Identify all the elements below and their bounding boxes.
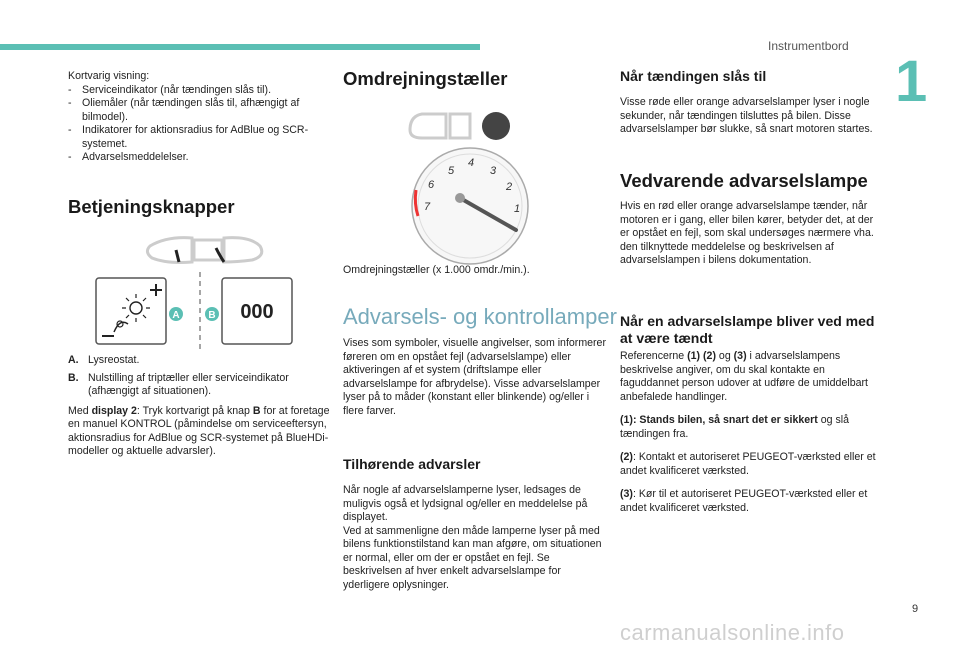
persistent-lamp-heading: Vedvarende advarselslampe bbox=[620, 170, 868, 191]
page-number: 9 bbox=[912, 603, 919, 615]
svg-text:6: 6 bbox=[428, 179, 435, 191]
omdrejningstaeller-heading: Omdrejningstæller bbox=[343, 68, 508, 89]
rheostat-button-panel bbox=[96, 278, 166, 344]
chapter-number: 1 bbox=[895, 49, 928, 114]
intro-title: Kortvarig visning: bbox=[68, 70, 150, 82]
list-item: - Indikatorer for aktionsradius for AdBlue og SCR-systemet. bbox=[68, 124, 309, 150]
tachometer-gauge bbox=[412, 148, 528, 264]
dashboard-outline-icon bbox=[410, 112, 510, 140]
related-warnings-text: Når nogle af advarselslamperne lyser, ledsages de muligvis også et lydsignal og/eller en meddelelse på displayet. Ved at sammenligne den måde lamperne lyser på med bilens funktionstilstand kan man afgøre, om situationen er normal, eller om der er opstået en fejl. Se beskrivelsen af hver enkelt advarselslampe for yderligere oplysninger. bbox=[343, 484, 602, 591]
svg-text:000: 000 bbox=[240, 301, 274, 323]
section-heading bbox=[68, 196, 235, 218]
definitions bbox=[68, 354, 330, 459]
warning-lamps-heading: Advarsels- og kontrollamper bbox=[343, 304, 617, 329]
watermark[interactable]: carmanualsonline.info bbox=[620, 620, 845, 645]
warning-lamps-text: Vises som symboler, visuelle angivelser, som informerer føreren om en opstået fejl (advarselslampe) eller aktiveringen af et system (driftslampe eller advarselslampe for afbrydelse). Visse advarselslamper lyser på to måder (konstant eller blinkende) og/eller i flere farver. bbox=[343, 337, 606, 417]
svg-text:1: 1 bbox=[514, 203, 521, 215]
persistent-lamp-text: Hvis en rød eller orange advarselslampe tænder, når motoren er i gang, eller bilen kører, betyder det, at der er opstået en fejl, som skal undersøges nærmere vha. den tilknyttede meddelelse og beskrivelsen af advarselslampen i bilens dokumentation. bbox=[620, 200, 874, 266]
dashboard-outline-icon bbox=[147, 238, 261, 263]
svg-text:7: 7 bbox=[424, 201, 431, 213]
betjeningsknapper-title: Betjeningsknapper bbox=[68, 196, 235, 217]
svg-text:2: 2 bbox=[506, 181, 513, 193]
lamp-stays-on-heading: Når en advarselslampe bliver ved med at være tændt bbox=[620, 313, 875, 346]
column-1 bbox=[68, 70, 328, 165]
references-text: Referencerne (1) (2) og (3) i advarselslampens beskrivelse angiver, om du skal kontakte en faguddannet person udover at udføre de umiddelbart anbefalede handlinger. (1): Stands bilen, så snart det er sikkert og slå tændingen fra. (2): Kontakt et autoriseret PEUGEOT-værksted eller et andet kvalificeret værksted. (3): Kør til et autoriseret PEUGEOT-værksted eller et andet kvalificeret værksted. bbox=[620, 350, 882, 515]
tachometer-illustration bbox=[400, 108, 540, 268]
list-item: - Advarselsmeddelelser. bbox=[68, 151, 189, 163]
svg-text:4: 4 bbox=[468, 157, 475, 169]
trip-reset-button-panel bbox=[222, 278, 292, 344]
reference-item-2: (2): Kontakt et autoriseret PEUGEOT-værksted eller et andet kvalificeret værksted. bbox=[620, 451, 876, 477]
svg-text:3: 3 bbox=[490, 165, 497, 177]
svg-text:5: 5 bbox=[448, 165, 455, 177]
definition-b: B. Nulstilling af triptæller eller serviceindikator (afhængigt af situationen). bbox=[68, 371, 289, 397]
chapter-color-bar bbox=[0, 44, 480, 50]
control-buttons-illustration bbox=[92, 228, 322, 358]
svg-text:A: A bbox=[172, 310, 180, 321]
svg-text:B: B bbox=[208, 310, 216, 321]
label-a-marker bbox=[169, 307, 183, 321]
ignition-heading: Når tændingen slås til bbox=[620, 68, 767, 84]
tachometer-caption: Omdrejningstæller (x 1.000 omdr./min.). bbox=[343, 264, 530, 276]
ignition-text: Visse røde eller orange advarselslamper lyser i nogle sekunder, når tændingen tilsluttes på bilen. Disse advarselslamper bør slukke, så snart motoren startes. bbox=[620, 96, 873, 135]
reference-item-3: (3): Kør til et autoriseret PEUGEOT-værksted eller et andet kvalificeret værksted. bbox=[620, 488, 868, 514]
list-item: - Oliemåler (når tændingen slås til, afhængigt af bilmodel). bbox=[68, 97, 300, 123]
definition-a: A. Lysreostat. bbox=[68, 354, 140, 366]
reference-item-1: (1): Stands bilen, så snart det er sikkert og slå tændingen fra. bbox=[620, 414, 850, 440]
display2-paragraph: Med display 2: Tryk kortvarigt på knap B for at foretage en manuel KONTROL (påmindelse om serviceeftersyn, aktionsradius for AdBlue og SCR-systemet på BlueHDi-modeller og aktuelle advarsler). bbox=[68, 404, 330, 457]
list-item: - Serviceindikator (når tændingen slås til). bbox=[68, 83, 272, 96]
label-b-marker bbox=[205, 307, 219, 321]
chapter-title: Instrumentbord bbox=[768, 39, 849, 53]
related-warnings-heading: Tilhørende advarsler bbox=[343, 456, 481, 472]
